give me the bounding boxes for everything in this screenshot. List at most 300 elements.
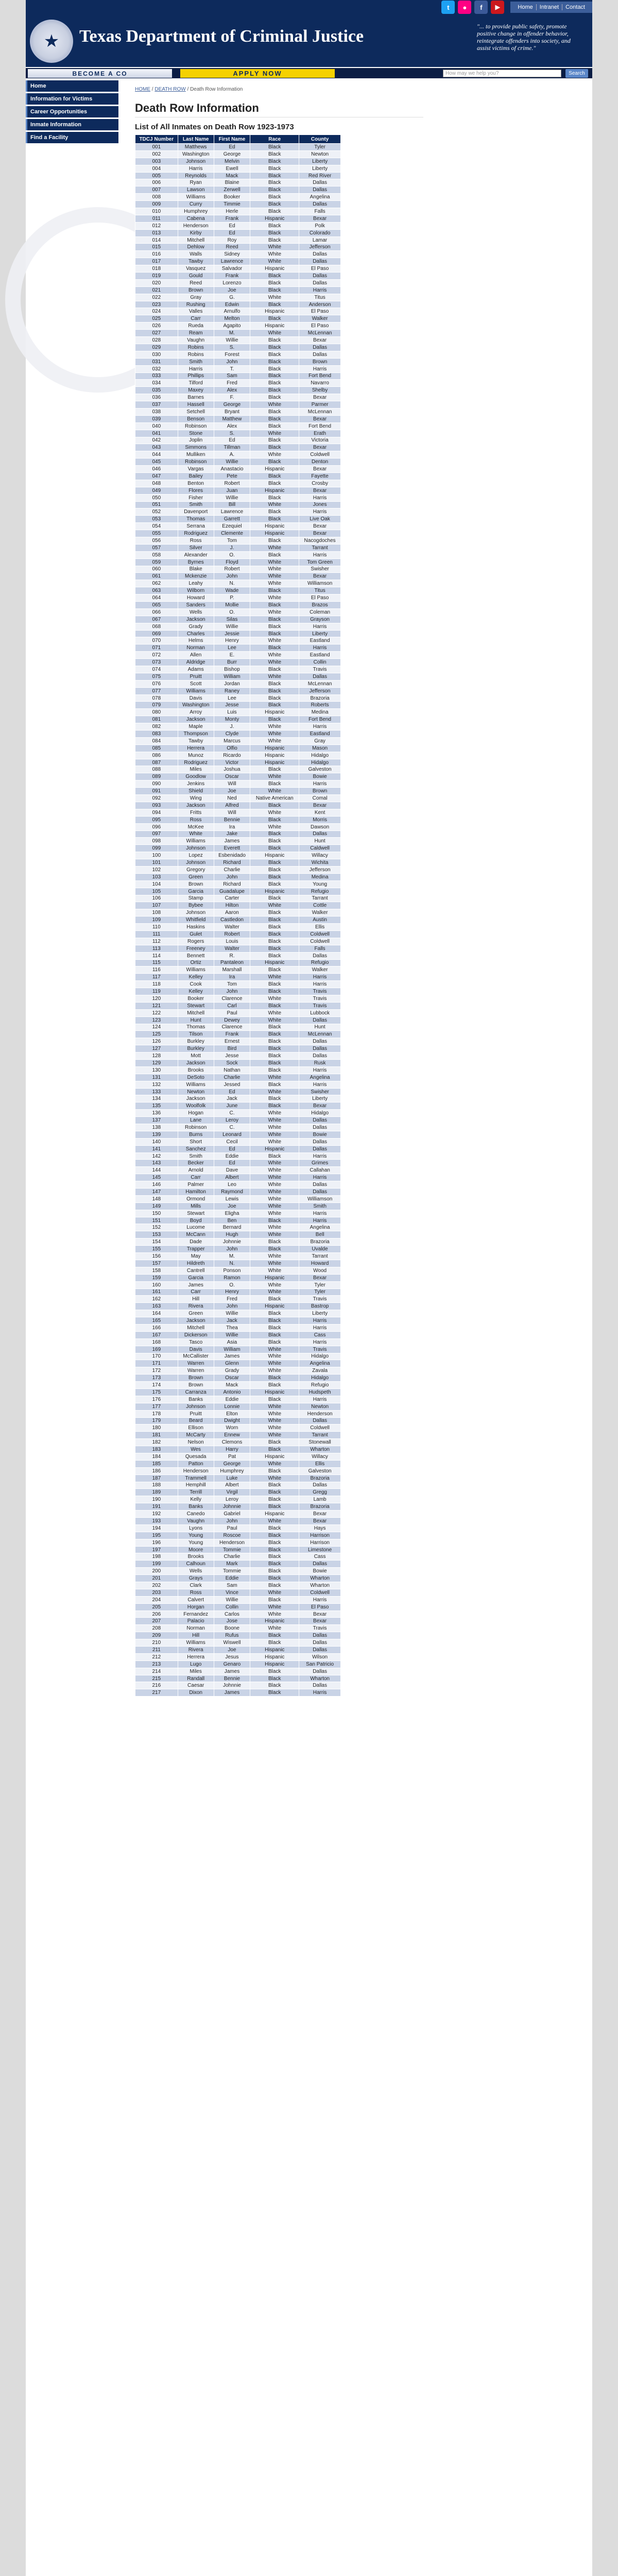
table-cell: Black [250,1031,299,1038]
table-row [135,608,341,616]
table-cell: Bennett [178,952,214,959]
table-cell: White [250,595,299,602]
table-row [135,1489,341,1496]
table-cell: N. [214,1260,250,1267]
sidebar-item-home[interactable]: Home [26,80,118,92]
table-cell: Wiswell [214,1639,250,1647]
table-cell: 078 [135,694,178,702]
table-cell: 027 [135,330,178,337]
table-cell: 095 [135,816,178,823]
table-cell: Fritts [178,809,214,816]
table-cell: Black [250,1632,299,1639]
table-cell: Black [250,1675,299,1682]
table-cell: Hispanic [250,215,299,222]
agency-name[interactable]: Texas Department of Criminal Justice [79,27,364,46]
table-cell: Smith [178,1153,214,1160]
table-cell: Vargas [178,466,214,473]
table-cell: 152 [135,1224,178,1231]
table-cell: White [250,401,299,409]
table-cell: Coldwell [299,938,341,945]
table-cell: Medina [299,873,341,880]
search-input[interactable]: How may we help you? [443,70,561,77]
table-cell: Jesus [214,1653,250,1660]
table-cell: White [250,1403,299,1410]
table-cell: Mills [178,1202,214,1210]
table-cell: 190 [135,1496,178,1503]
sidebar-item-inmate-information[interactable]: Inmate Information [26,119,118,130]
table-cell: Uvalde [299,1246,341,1253]
table-cell: Elton [214,1410,250,1417]
table-cell: O. [214,1281,250,1289]
table-cell: 043 [135,444,178,451]
table-cell: Reynolds [178,172,214,179]
table-cell: 098 [135,838,178,845]
table-cell: John [214,1246,250,1253]
table-cell: Asia [214,1338,250,1346]
table-cell: 187 [135,1475,178,1482]
table-cell: Eastland [299,652,341,659]
table-cell: June [214,1103,250,1110]
table-cell: 016 [135,251,178,258]
table-row [135,888,341,895]
table-cell: Johnson [178,859,214,867]
table-cell: White [250,1138,299,1145]
table-cell: Bexar [299,573,341,580]
table-row [135,981,341,988]
table-cell: Cottle [299,902,341,909]
table-cell: Walker [299,315,341,323]
sidebar-item-find-a-facility[interactable]: Find a Facility [26,132,118,143]
table-cell: Calhoun [178,1561,214,1568]
table-cell: Robinson [178,422,214,430]
table-row [135,1031,341,1038]
table-row [135,509,341,516]
top-nav-home[interactable]: Home [514,4,536,10]
table-cell: 215 [135,1675,178,1682]
table-cell: M. [214,330,250,337]
table-row [135,580,341,587]
table-cell: Trapper [178,1246,214,1253]
table-cell: Harris [299,1324,341,1331]
youtube-icon[interactable]: ▶ [491,1,504,14]
table-cell: T. [214,365,250,372]
table-cell: Collin [299,659,341,666]
table-cell: 056 [135,537,178,544]
table-cell: Williams [178,687,214,694]
table-cell: 201 [135,1575,178,1582]
table-cell: Black [250,273,299,280]
table-cell: Black [250,1639,299,1647]
table-cell: Travis [299,666,341,673]
table-cell: Harris [299,1210,341,1217]
table-row [135,930,341,938]
table-cell: O. [214,608,250,616]
table-cell: Black [250,645,299,652]
table-cell: 046 [135,466,178,473]
table-cell: Fred [214,1296,250,1303]
table-cell: Grady [214,1367,250,1375]
table-cell: White [250,1425,299,1432]
table-cell: 143 [135,1160,178,1167]
table-cell: Jackson [178,1060,214,1067]
table-row [135,1016,341,1024]
table-cell: 023 [135,301,178,308]
table-cell: Nacogdoches [299,537,341,544]
table-cell: Sanders [178,602,214,609]
table-cell: 074 [135,666,178,673]
table-row [135,731,341,738]
table-row [135,859,341,867]
table-row [135,1689,341,1697]
table-cell: Hogan [178,1110,214,1117]
table-cell: 113 [135,945,178,952]
table-cell: 167 [135,1331,178,1338]
table-row [135,286,341,294]
table-cell: Black [250,952,299,959]
table-cell: White [250,544,299,551]
table-row [135,1475,341,1482]
table-cell: Black [250,380,299,387]
table-cell: Serrana [178,523,214,530]
table-cell: Black [250,616,299,623]
table-cell: Hassell [178,401,214,409]
table-cell: Green [178,873,214,880]
table-cell: Wilborn [178,587,214,595]
table-row [135,1611,341,1618]
table-cell: 196 [135,1539,178,1546]
table-cell: Bexar [299,1518,341,1525]
table-cell: 214 [135,1668,178,1675]
table-cell: Harris [299,286,341,294]
table-cell: Walter [214,945,250,952]
table-cell: Black [250,1682,299,1689]
table-cell: Jefferson [299,687,341,694]
table-cell: Travis [299,1346,341,1353]
table-cell: Jones [299,501,341,509]
table-cell: Everett [214,845,250,852]
table-cell: Booker [178,995,214,1002]
table-cell: McCann [178,1231,214,1239]
table-cell: Dallas [299,258,341,265]
table-cell: Richard [214,880,250,888]
table-cell: 025 [135,315,178,323]
table-cell: 199 [135,1561,178,1568]
table-cell: Hilton [214,902,250,909]
breadcrumb-home[interactable]: HOME [135,87,150,92]
table-cell: Marshall [214,967,250,974]
table-cell: 067 [135,616,178,623]
sidebar [26,78,118,1697]
table-cell: Lugo [178,1660,214,1668]
table-cell: Thomas [178,1024,214,1031]
table-row [135,909,341,917]
table-row [135,437,341,444]
table-cell: Hidalgo [299,1353,341,1360]
table-cell: Ellis [299,1460,341,1467]
table-row [135,630,341,637]
table-cell: Harris [299,494,341,501]
table-cell: Smith [178,358,214,365]
table-cell: Dallas [299,1045,341,1053]
table-cell: White [250,1432,299,1439]
table-cell: 129 [135,1060,178,1067]
table-cell: Dallas [299,1647,341,1654]
table-cell: White [250,1074,299,1081]
table-cell: Black [250,967,299,974]
table-cell: Harris [299,981,341,988]
breadcrumb-death-row[interactable]: DEATH ROW [154,87,186,92]
table-cell: Nathan [214,1066,250,1074]
table-cell: Gould [178,273,214,280]
table-cell: Shield [178,788,214,795]
table-cell: Callahan [299,1167,341,1174]
table-cell: Liberty [299,1095,341,1103]
table-cell: Stonewall [299,1439,341,1446]
table-cell: 191 [135,1503,178,1511]
table-cell: White [250,1195,299,1202]
table-cell: Tilson [178,1031,214,1038]
table-cell: Green [178,1310,214,1317]
table-cell: 055 [135,530,178,537]
table-cell: Allen [178,652,214,659]
table-cell: Dallas [299,279,341,286]
column-header: County [299,135,341,144]
top-nav-contact[interactable]: Contact [565,4,585,10]
table-cell: 182 [135,1439,178,1446]
table-cell: Hill [178,1296,214,1303]
table-row [135,1382,341,1389]
table-cell: Rusk [299,1060,341,1067]
table-cell: 175 [135,1388,178,1396]
column-header: Last Name [178,135,214,144]
table-row [135,258,341,265]
table-cell: Bell [299,1231,341,1239]
table-cell: Rogers [178,938,214,945]
table-cell: 022 [135,294,178,301]
table-cell: Agapito [214,323,250,330]
table-cell: White [250,1202,299,1210]
table-cell: Marcus [214,737,250,744]
search-button[interactable]: Search [565,69,588,78]
table-cell: Rivera [178,1303,214,1310]
main-content [118,78,592,1697]
table-row [135,358,341,365]
table-cell: Refugio [299,1382,341,1389]
table-cell: Fred [214,380,250,387]
table-cell: Brazoria [299,1239,341,1246]
table-cell: Galveston [299,766,341,773]
table-cell: 103 [135,873,178,880]
page [26,0,592,2576]
table-cell: Hispanic [250,1653,299,1660]
table-cell: Travis [299,1625,341,1632]
table-row [135,1546,341,1553]
table-row [135,459,341,466]
column-header: Race [250,135,299,144]
table-row [135,1174,341,1181]
table-row [135,623,341,630]
table-cell: Thomas [178,516,214,523]
table-cell: Black [250,1296,299,1303]
table-cell: Live Oak [299,516,341,523]
table-row [135,408,341,415]
table-cell: White [250,573,299,580]
table-cell: Black [250,494,299,501]
table-row [135,1660,341,1668]
table-cell: Kelly [178,1496,214,1503]
table-row [135,1296,341,1303]
table-cell: Harris [299,1066,341,1074]
table-cell: Melvin [214,158,250,165]
table-cell: Luke [214,1475,250,1482]
table-cell: 147 [135,1189,178,1196]
sidebar-item-information-for-victims[interactable]: Information for Victims [26,93,118,105]
table-cell: Raney [214,687,250,694]
table-cell: Eligha [214,1210,250,1217]
table-cell: Jefferson [299,244,341,251]
table-cell: 120 [135,995,178,1002]
mission-statement: "... to provide public safety, promote positive change in offender behavior, reintegrate offenders into society, and assist victims of crime." [477,23,571,52]
table-cell: Dallas [299,179,341,187]
table-cell: Black [250,408,299,415]
table-cell: 173 [135,1375,178,1382]
table-cell: Harris [178,165,214,172]
table-cell: Burkley [178,1038,214,1045]
table-row [135,1417,341,1425]
table-cell: Robert [214,930,250,938]
table-cell: 014 [135,236,178,244]
table-cell: Mark [214,1561,250,1568]
table-cell: Black [250,1524,299,1532]
table-cell: Warren [178,1360,214,1367]
sidebar-item-career-opportunities[interactable]: Career Opportunities [26,106,118,117]
table-cell: Travis [299,995,341,1002]
table-cell: White [250,1088,299,1095]
table-cell: 127 [135,1045,178,1053]
table-row [135,487,341,494]
table-cell: Jake [214,831,250,838]
facebook-icon[interactable]: f [474,1,488,14]
table-cell: 180 [135,1425,178,1432]
table-cell: Ira [214,823,250,831]
table-cell: 029 [135,344,178,351]
table-cell: Cantrell [178,1267,214,1274]
table-cell: 061 [135,573,178,580]
table-cell: 205 [135,1603,178,1611]
table-cell: White [250,1625,299,1632]
table-cell: White [250,294,299,301]
top-nav-intranet[interactable]: Intranet [537,4,562,10]
table-cell: Black [250,315,299,323]
table-cell: Mack [214,172,250,179]
table-cell: Dallas [299,1632,341,1639]
column-header: First Name [214,135,250,144]
table-cell: White [250,637,299,645]
table-cell: Black [250,394,299,401]
table-cell: Clark [178,1582,214,1589]
table-cell: Tarrant [299,544,341,551]
table-cell: Cook [178,981,214,988]
table-row [135,337,341,344]
flickr-icon[interactable]: ● [458,1,471,14]
table-row [135,974,341,981]
table-cell: James [214,1668,250,1675]
table-cell: Banks [178,1503,214,1511]
table-cell: Benson [178,415,214,422]
table-cell: Refugio [299,959,341,967]
table-cell: Fort Bend [299,422,341,430]
table-cell: 005 [135,172,178,179]
table-cell: Clyde [214,731,250,738]
table-cell: 125 [135,1031,178,1038]
table-cell: Wharton [299,1675,341,1682]
table-cell: 002 [135,150,178,158]
table-cell: El Paso [299,308,341,315]
twitter-icon[interactable]: t [441,1,455,14]
table-cell: 106 [135,895,178,902]
table-cell: White [250,1475,299,1482]
table-cell: White [250,1210,299,1217]
become-co-button[interactable]: BECOME A CO [28,69,172,78]
table-cell: Henderson [214,1539,250,1546]
table-cell: Hispanic [250,487,299,494]
table-cell: 001 [135,144,178,151]
table-cell: White [250,1009,299,1016]
tdcj-seal-icon[interactable] [30,20,73,63]
table-cell: Robins [178,351,214,358]
table-row [135,1618,341,1625]
table-cell: Ramon [214,1274,250,1281]
table-row [135,1167,341,1174]
table-cell: Hispanic [250,852,299,859]
table-cell: Dallas [299,673,341,680]
table-cell: 140 [135,1138,178,1145]
table-cell: 185 [135,1460,178,1467]
table-cell: Johnson [178,845,214,852]
table-row [135,566,341,573]
table-cell: Randall [178,1675,214,1682]
table-row [135,351,341,358]
table-cell: Ponson [214,1267,250,1274]
table-cell: White [250,673,299,680]
table-cell: Clarence [214,995,250,1002]
table-cell: Hispanic [250,1453,299,1460]
table-cell: Charlie [214,866,250,873]
table-cell: 066 [135,608,178,616]
table-cell: McCarty [178,1432,214,1439]
table-cell: Harrison [299,1539,341,1546]
table-row [135,1117,341,1124]
table-row [135,1045,341,1053]
table-cell: 206 [135,1611,178,1618]
table-cell: Black [250,150,299,158]
apply-now-button[interactable]: APPLY NOW [180,69,335,78]
table-cell: John [214,1303,250,1310]
table-row [135,265,341,273]
table-cell: Harris [299,1596,341,1603]
table-cell: Tom [214,981,250,988]
table-cell: Hispanic [250,709,299,716]
table-cell: Harris [299,1174,341,1181]
table-cell: Hidalgo [299,1110,341,1117]
table-cell: Valles [178,308,214,315]
table-cell: Coldwell [299,1589,341,1596]
table-cell: Paul [214,1009,250,1016]
table-cell: Olfio [214,744,250,752]
table-cell: 006 [135,179,178,187]
table-cell: Victoria [299,437,341,444]
table-cell: Setchell [178,408,214,415]
